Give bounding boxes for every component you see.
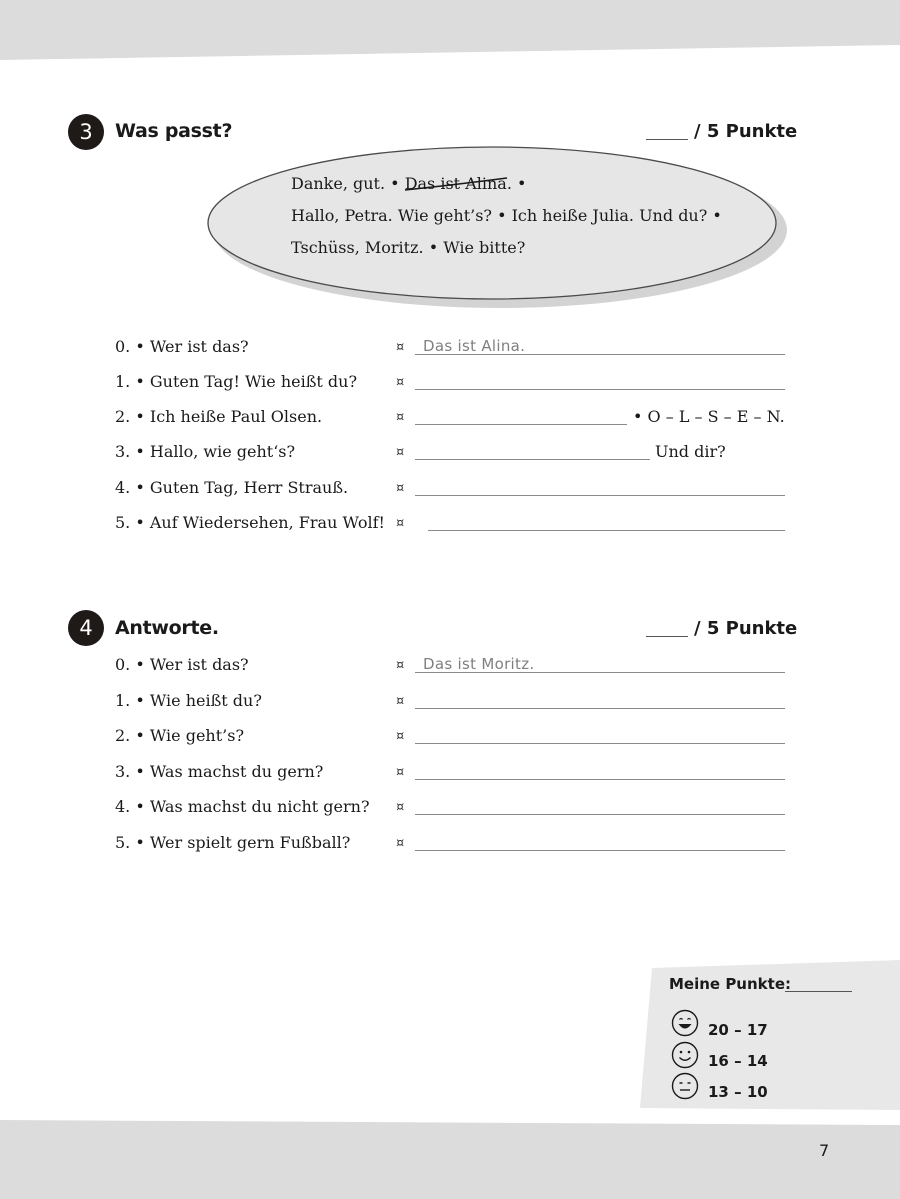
ex3-answer-line-4[interactable] (415, 495, 785, 496)
my-points-blank[interactable] (785, 991, 852, 992)
answer-marker: ¤ (396, 694, 405, 709)
ex3-answer-line-1[interactable] (415, 389, 785, 390)
bubble-phrase: Danke, gut. • (291, 174, 400, 193)
answer-marker: ¤ (396, 658, 405, 673)
answer-marker: ¤ (396, 765, 405, 780)
ex4-answer-line-2[interactable] (415, 743, 785, 744)
ex4-question-0: 0. • Wer ist das? (115, 655, 249, 674)
ex3-answer-line-5[interactable] (428, 530, 785, 531)
ex3-question-4: 4. • Guten Tag, Herr Strauß. (115, 478, 349, 497)
score-range-2: 16 – 14 (708, 1052, 768, 1070)
points-blank[interactable] (646, 636, 688, 637)
ex3-example-answer: Das ist Alina. (423, 337, 526, 355)
ex4-answer-line-5[interactable] (415, 850, 785, 851)
ex3-question-3: 3. • Hallo, wie geht‘s? (115, 442, 296, 461)
exercise-3-title: Was passt? (115, 120, 233, 142)
smiley-happy-icon (670, 1040, 700, 1070)
answer-marker: ¤ (396, 516, 405, 531)
exercise-4-points (646, 618, 797, 639)
answer-marker: ¤ (396, 800, 405, 815)
ex3-answer-line-2[interactable] (415, 424, 627, 425)
ex4-question-3: 3. • Was machst du gern? (115, 762, 324, 781)
answer-marker: ¤ (396, 340, 405, 355)
ex3-question-1: 1. • Guten Tag! Wie heißt du? (115, 372, 358, 391)
smiley-laughing-icon (670, 1008, 700, 1038)
strikethrough-mark (403, 176, 513, 194)
score-range-1: 20 – 17 (708, 1021, 768, 1039)
ex3-suffix-2: • O – L – S – E – N. (633, 407, 785, 426)
page-number: 7 (819, 1141, 830, 1160)
answer-marker: ¤ (396, 729, 405, 744)
ex3-question-2: 2. • Ich heiße Paul Olsen. (115, 407, 323, 426)
ex4-answer-line-3[interactable] (415, 779, 785, 780)
answer-marker: ¤ (396, 481, 405, 496)
points-label: / 5 Punkte (694, 618, 798, 639)
struck-phrase: Das ist Alina. (404, 174, 512, 193)
exercise-3-number: 3 (68, 114, 104, 150)
ex4-question-4: 4. • Was machst du nicht gern? (115, 797, 370, 816)
ex3-suffix-3: Und dir? (655, 442, 726, 461)
answer-marker: ¤ (396, 375, 405, 390)
smiley-neutral-icon (670, 1071, 700, 1101)
ex3-answer-line-3[interactable] (415, 459, 650, 460)
exercise-4-title: Antworte. (115, 617, 219, 639)
answer-marker: ¤ (396, 836, 405, 851)
answer-marker: ¤ (396, 445, 405, 460)
ex4-question-1: 1. • Wie heißt du? (115, 691, 262, 710)
ex4-example-answer: Das ist Moritz. (423, 655, 535, 673)
exercise-4-number: 4 (68, 610, 104, 646)
ex4-question-5: 5. • Wer spielt gern Fußball? (115, 833, 351, 852)
ex4-answer-line-4[interactable] (415, 814, 785, 815)
ex3-question-5: 5. • Auf Wiedersehen, Frau Wolf! (115, 513, 385, 532)
bottom-band (0, 1120, 900, 1199)
answer-marker: ¤ (396, 410, 405, 425)
bubble-line-3: Tschüss, Moritz. • Wie bitte? (291, 238, 526, 257)
ex4-question-2: 2. • Wie geht’s? (115, 726, 245, 745)
bubble-line-1: Danke, gut. • Das ist Alina. • (291, 174, 527, 193)
top-band (0, 0, 900, 60)
bubble-line-2: Hallo, Petra. Wie geht’s? • Ich heiße Julia. Und du? • (291, 206, 722, 225)
ex3-question-0: 0. • Wer ist das? (115, 337, 249, 356)
my-points-label: Meine Punkte: (669, 975, 791, 993)
points-label: / 5 Punkte (694, 121, 798, 142)
ex4-answer-line-1[interactable] (415, 708, 785, 709)
score-range-3: 13 – 10 (708, 1083, 768, 1101)
